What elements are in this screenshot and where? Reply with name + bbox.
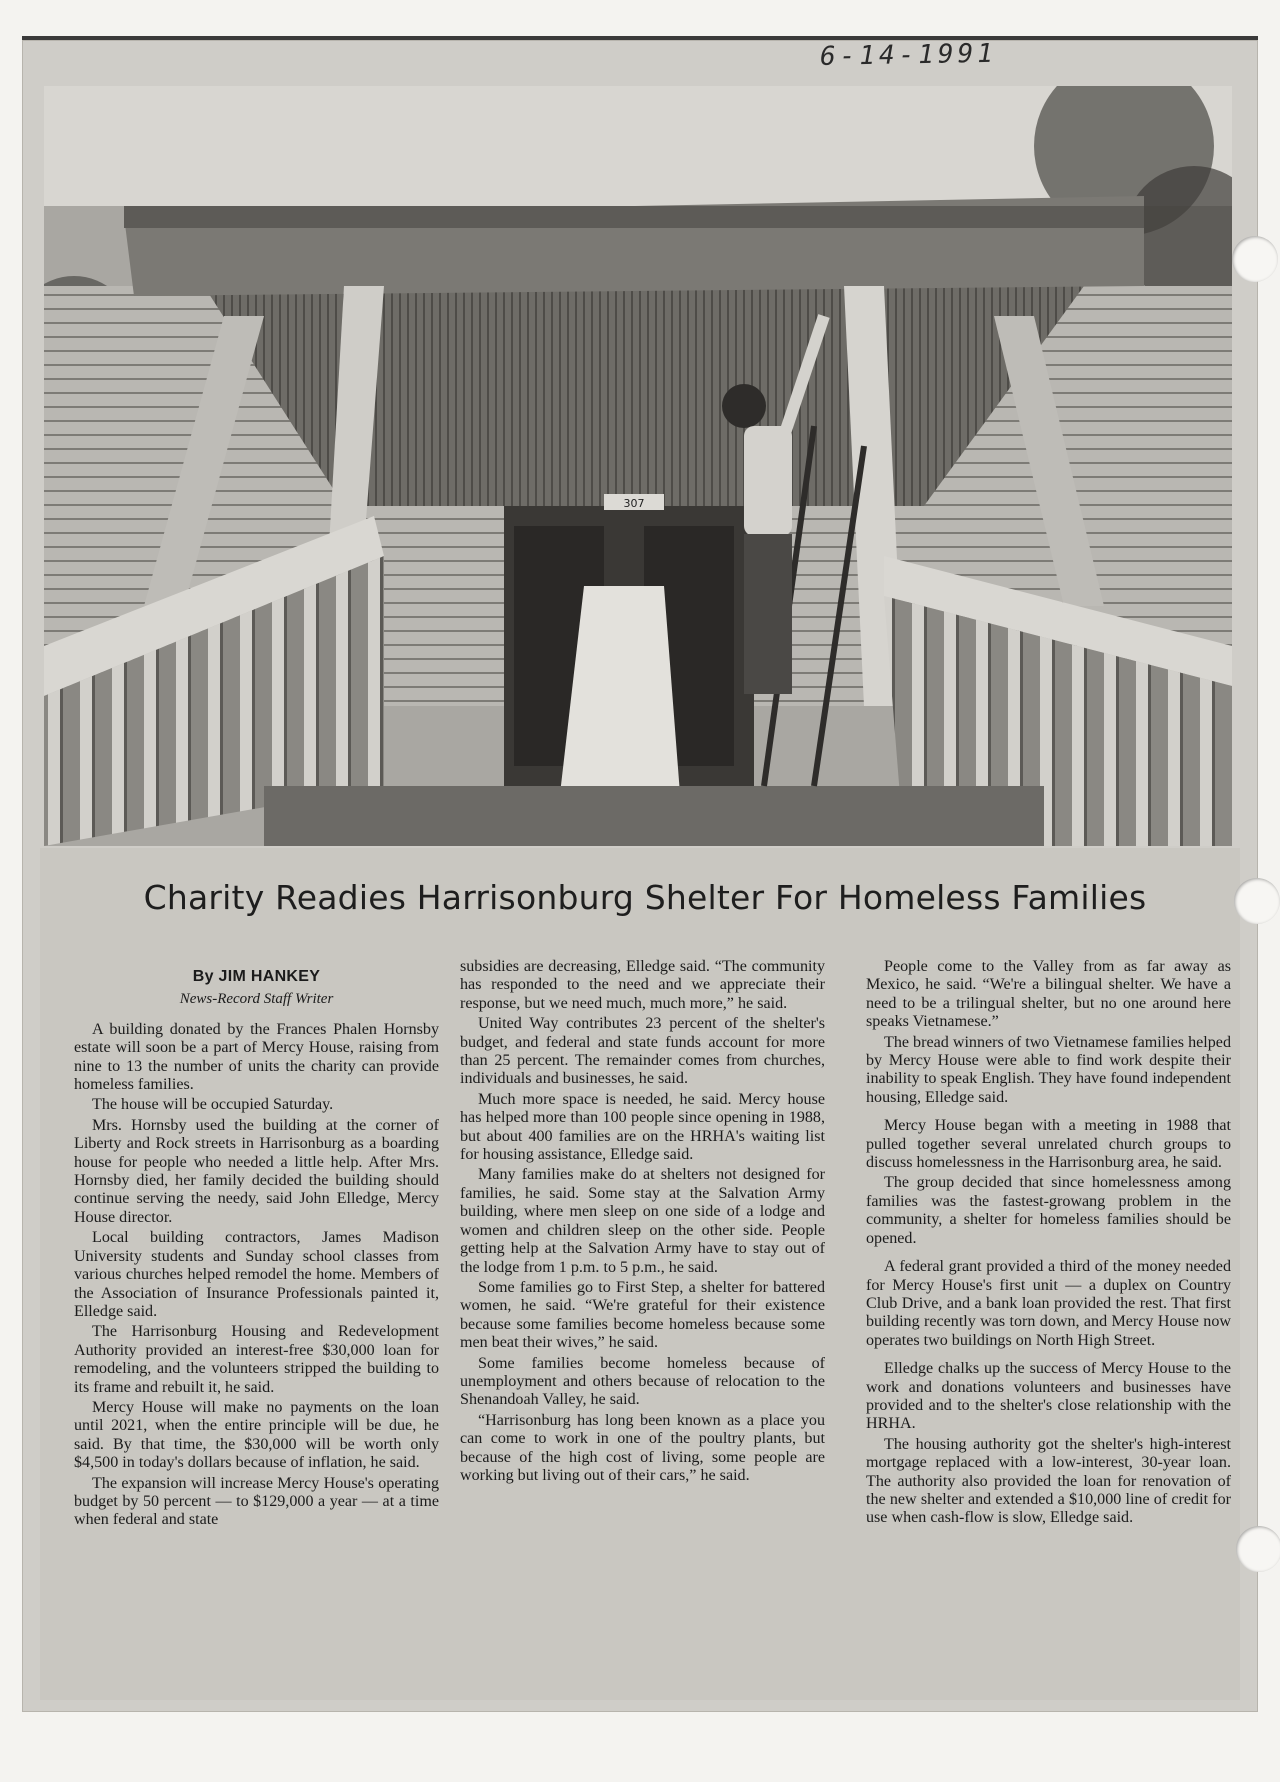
paragraph: The Harrisonburg Housing and Redevelopment Authority provided an interest-free $30,000 loan for remodeling, and the volunteers stripped the building to its frame and rebuilt it, he said.: [74, 1323, 439, 1396]
paragraph: Many families make do at shelters not designed for families, he said. Some stay at the Salvation Army building, where men sleep on one side of a lodge and women and children sleep on the other side. People getting help at the Salvation Army have to stay out of the lodge from 1 p.m. to 5 p.m., he said.: [460, 1166, 825, 1276]
article-column-3: [866, 958, 1231, 1528]
article-headline: Charity Readies Harrisonburg Shelter For Homeless Families: [143, 878, 1147, 917]
paragraph: Mercy House began with a meeting in 1988 that pulled together several unrelated church groups to discuss homelessness in the Harrisonburg area, he said.: [866, 1117, 1231, 1172]
paragraph: Mrs. Hornsby used the building at the corner of Liberty and Rock streets in Harrisonburg as a boarding house for people who needed a little help. After Mrs. Hornsby died, her family decided the building should continue serving the needy, said John Elledge, Mercy House director.: [74, 1116, 439, 1226]
paragraph: A federal grant provided a third of the money needed for Mercy House's first unit — a duplex on Country Club Drive, and a bank loan provided the rest. That first building recently was torn down, and Mercy House now operates two buildings on North High Street.: [866, 1258, 1231, 1349]
paragraph: The expansion will increase Mercy House's operating budget by 50 percent — to $129,000 a year — at a time when federal and state: [74, 1474, 439, 1529]
binder-hole-bottom: [1236, 1526, 1280, 1572]
paragraph: subsidies are decreasing, Elledge said. “The community has responded to the need and we appreciate their response, but we need much, much more,” he said.: [460, 958, 825, 1012]
paragraph: Some families go to First Step, a shelter for battered women, he said. “We're grateful for their existence because some families become homeless because some men beat their wives,” he said.: [460, 1278, 825, 1352]
paragraph: Some families become homeless because of unemployment and others because of relocation to the Shenandoah Valley, he said.: [460, 1354, 825, 1409]
paragraph: The group decided that since homelessness among families was the fastest-growang problem in the community, a shelter for homeless families should be opened.: [866, 1174, 1231, 1247]
paragraph: Elledge chalks up the success of Mercy House to the work and donations volunteers and businesses have provided and to the shelter's close relationship with the HRHA.: [866, 1360, 1231, 1433]
paragraph: The house will be occupied Saturday.: [92, 1096, 334, 1114]
porch-photo-illustration: [44, 86, 1232, 846]
paragraph: Mercy House will make no payments on the loan until 2021, when the entire principle will be due, he said. By that time, the $30,000 will be worth only $4,500 in today's dollars because of inflation, he said.: [74, 1398, 439, 1472]
news-photo: [44, 86, 1232, 846]
paragraph: People come to the Valley from as far away as Mexico, he said. “We're a bilingual shelter. We have a need to be a trilingual shelter, but no one around here speaks Vietnamese.”: [866, 958, 1231, 1031]
byline: By JIM HANKEY: [192, 968, 321, 985]
binder-hole-top: [1232, 236, 1278, 282]
paragraph: “Harrisonburg has long been known as a place you can come to work in one of the poultry plants, but because of the high cost of living, some people are working but living out of their cars,” he said.: [460, 1411, 825, 1484]
binder-hole-middle: [1234, 878, 1280, 924]
paragraph: United Way contributes 23 percent of the shelter's budget, and federal and state funds account for more than 25 percent. The remainder comes from churches, individuals and businesses, he said.: [460, 1015, 825, 1088]
paragraph: A building donated by the Frances Phalen Hornsby estate will soon be a part of Mercy House, raising from nine to 13 the number of units the charity can provide homeless families.: [74, 1020, 439, 1094]
handwritten-date: 6-14-1991: [819, 38, 998, 72]
house-number: 307: [623, 497, 645, 510]
paragraph: Local building contractors, James Madison University students and Sunday school classes from various churches helped remodel the home. Members of the Association of Insurance Professionals painted it, Elledge said.: [74, 1229, 439, 1320]
article-column-2: [460, 958, 825, 1485]
paragraph: The bread winners of two Vietnamese families helped by Mercy House were able to find work despite their inability to speak English. They have found independent housing, Elledge said.: [866, 1033, 1231, 1106]
article-column-1: [74, 968, 439, 1530]
paragraph: The housing authority got the shelter's high-interest mortgage replaced with a low-interest, 30-year loan. The authority also provided the loan for renovation of the new shelter and extended a $10,000 line of credit for use when cash-flow is slow, Elledge said.: [866, 1435, 1231, 1527]
byline-title: News-Record Staff Writer: [179, 991, 334, 1008]
paragraph: Much more space is needed, he said. Mercy house has helped more than 100 people since opening in 1988, but about 400 families are on the HRHA's waiting list for housing assistance, Elledge said.: [460, 1090, 825, 1164]
